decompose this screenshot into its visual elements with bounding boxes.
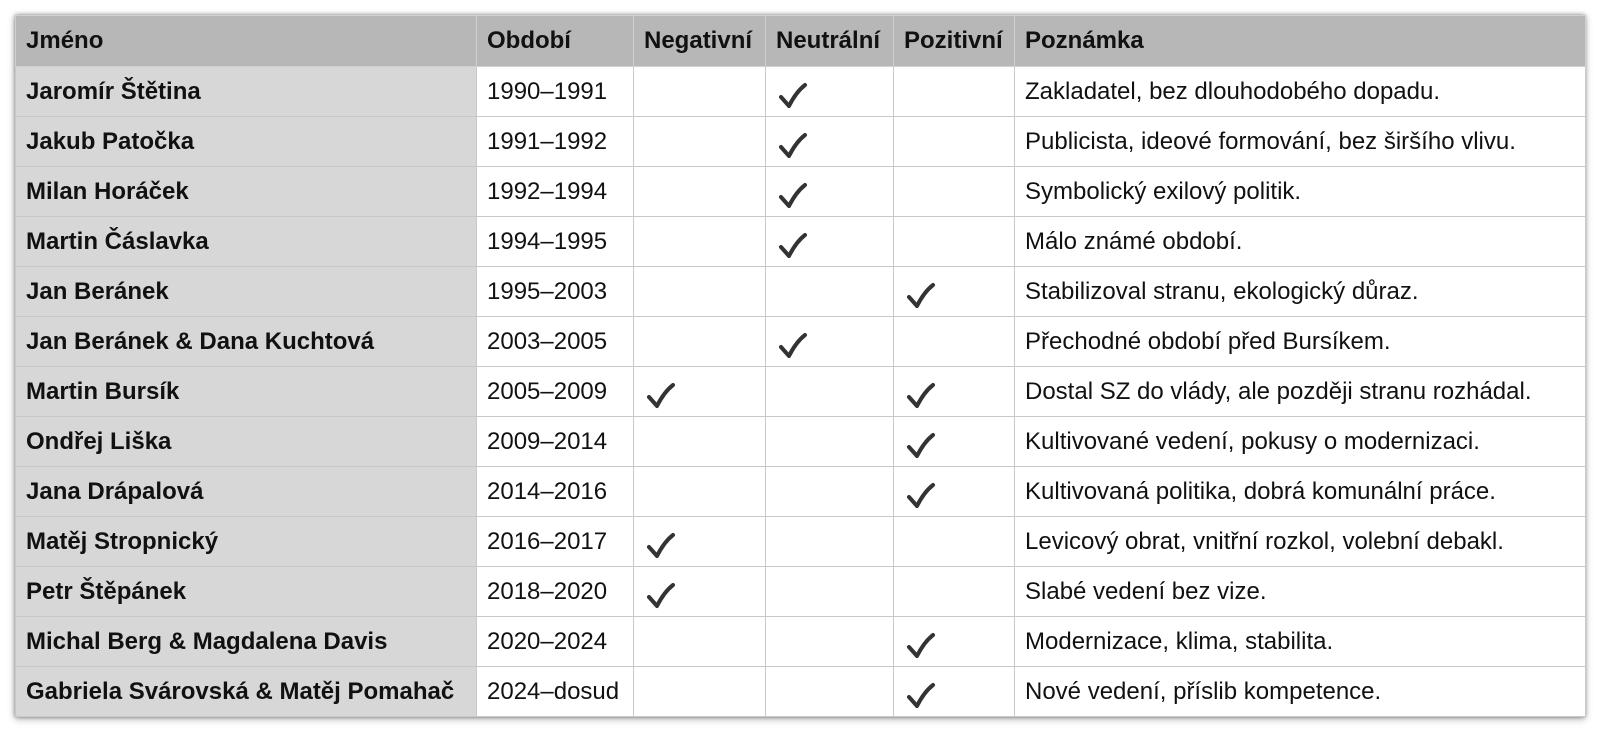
cell-note: Kultivovaná politika, dobrá komunální práce. [1015, 467, 1586, 517]
cell-period: 2016–2017 [477, 517, 634, 567]
checkmark-icon [778, 81, 808, 111]
cell-neutral [766, 417, 894, 467]
cell-note: Modernizace, klima, stabilita. [1015, 617, 1586, 667]
cell-neutral [766, 117, 894, 167]
header-positive: Pozitivní [894, 16, 1015, 67]
checkmark-icon [906, 681, 936, 711]
cell-negative [634, 267, 766, 317]
cell-neutral [766, 317, 894, 367]
cell-negative [634, 217, 766, 267]
cell-name: Jaromír Štětina [16, 67, 477, 117]
checkmark-icon [906, 431, 936, 461]
cell-note: Stabilizoval stranu, ekologický důraz. [1015, 267, 1586, 317]
table-row [16, 117, 1586, 167]
cell-positive [894, 317, 1015, 367]
cell-note: Symbolický exilový politik. [1015, 167, 1586, 217]
cell-name: Michal Berg & Magdalena Davis [16, 617, 477, 667]
cell-period: 2020–2024 [477, 617, 634, 667]
cell-neutral [766, 667, 894, 717]
cell-negative [634, 167, 766, 217]
cell-neutral [766, 617, 894, 667]
checkmark-icon [906, 381, 936, 411]
cell-note: Přechodné období před Bursíkem. [1015, 317, 1586, 367]
cell-positive [894, 167, 1015, 217]
cell-note: Nové vedení, příslib kompetence. [1015, 667, 1586, 717]
table-row [16, 617, 1586, 667]
table-row [16, 317, 1586, 367]
cell-positive [894, 67, 1015, 117]
leaders-table [15, 15, 1586, 717]
cell-name: Jana Drápalová [16, 467, 477, 517]
leaders-table-container [15, 15, 1585, 717]
cell-note: Dostal SZ do vlády, ale později stranu rozhádal. [1015, 367, 1586, 417]
cell-note: Zakladatel, bez dlouhodobého dopadu. [1015, 67, 1586, 117]
cell-period: 1994–1995 [477, 217, 634, 267]
cell-name: Gabriela Svárovská & Matěj Pomahač [16, 667, 477, 717]
cell-neutral [766, 167, 894, 217]
table-row [16, 667, 1586, 717]
cell-neutral [766, 217, 894, 267]
cell-name: Milan Horáček [16, 167, 477, 217]
cell-negative [634, 617, 766, 667]
table-header [16, 16, 1586, 67]
checkmark-icon [646, 381, 676, 411]
cell-period: 2018–2020 [477, 567, 634, 617]
table-row [16, 517, 1586, 567]
cell-positive [894, 667, 1015, 717]
cell-negative [634, 517, 766, 567]
cell-note: Levicový obrat, vnitřní rozkol, volební debakl. [1015, 517, 1586, 567]
cell-name: Petr Štěpánek [16, 567, 477, 617]
table-row [16, 417, 1586, 467]
cell-neutral [766, 517, 894, 567]
cell-neutral [766, 267, 894, 317]
cell-note: Málo známé období. [1015, 217, 1586, 267]
checkmark-icon [906, 281, 936, 311]
cell-neutral [766, 367, 894, 417]
cell-positive [894, 417, 1015, 467]
header-name: Jméno [16, 16, 477, 67]
checkmark-icon [646, 581, 676, 611]
cell-period: 1995–2003 [477, 267, 634, 317]
checkmark-icon [778, 181, 808, 211]
cell-name: Ondřej Liška [16, 417, 477, 467]
cell-neutral [766, 567, 894, 617]
cell-negative [634, 117, 766, 167]
table-row [16, 167, 1586, 217]
checkmark-icon [906, 631, 936, 661]
header-neutral: Neutrální [766, 16, 894, 67]
cell-negative [634, 367, 766, 417]
cell-positive [894, 467, 1015, 517]
checkmark-icon [646, 531, 676, 561]
cell-positive [894, 517, 1015, 567]
cell-negative [634, 417, 766, 467]
cell-positive [894, 117, 1015, 167]
checkmark-icon [906, 481, 936, 511]
cell-note: Slabé vedení bez vize. [1015, 567, 1586, 617]
cell-positive [894, 567, 1015, 617]
cell-note: Kultivované vedení, pokusy o modernizaci. [1015, 417, 1586, 467]
cell-period: 2014–2016 [477, 467, 634, 517]
cell-name: Matěj Stropnický [16, 517, 477, 567]
cell-neutral [766, 467, 894, 517]
table-row [16, 467, 1586, 517]
table-row [16, 367, 1586, 417]
cell-negative [634, 467, 766, 517]
header-row [16, 16, 1586, 67]
cell-period: 2003–2005 [477, 317, 634, 367]
cell-note: Publicista, ideové formování, bez širšího vlivu. [1015, 117, 1586, 167]
cell-period: 2009–2014 [477, 417, 634, 467]
table-row [16, 217, 1586, 267]
header-period: Období [477, 16, 634, 67]
checkmark-icon [778, 131, 808, 161]
cell-period: 1992–1994 [477, 167, 634, 217]
table-row [16, 267, 1586, 317]
cell-name: Martin Čáslavka [16, 217, 477, 267]
cell-period: 1990–1991 [477, 67, 634, 117]
table-body [16, 67, 1586, 717]
cell-period: 2005–2009 [477, 367, 634, 417]
cell-period: 1991–1992 [477, 117, 634, 167]
cell-positive [894, 617, 1015, 667]
cell-negative [634, 567, 766, 617]
cell-negative [634, 667, 766, 717]
cell-positive [894, 217, 1015, 267]
checkmark-icon [778, 231, 808, 261]
table-row [16, 67, 1586, 117]
cell-name: Jan Beránek & Dana Kuchtová [16, 317, 477, 367]
cell-name: Jakub Patočka [16, 117, 477, 167]
cell-neutral [766, 67, 894, 117]
table-row [16, 567, 1586, 617]
header-note: Poznámka [1015, 16, 1586, 67]
header-negative: Negativní [634, 16, 766, 67]
cell-name: Jan Beránek [16, 267, 477, 317]
cell-negative [634, 317, 766, 367]
cell-positive [894, 367, 1015, 417]
cell-negative [634, 67, 766, 117]
cell-name: Martin Bursík [16, 367, 477, 417]
cell-period: 2024–dosud [477, 667, 634, 717]
cell-positive [894, 267, 1015, 317]
checkmark-icon [778, 331, 808, 361]
